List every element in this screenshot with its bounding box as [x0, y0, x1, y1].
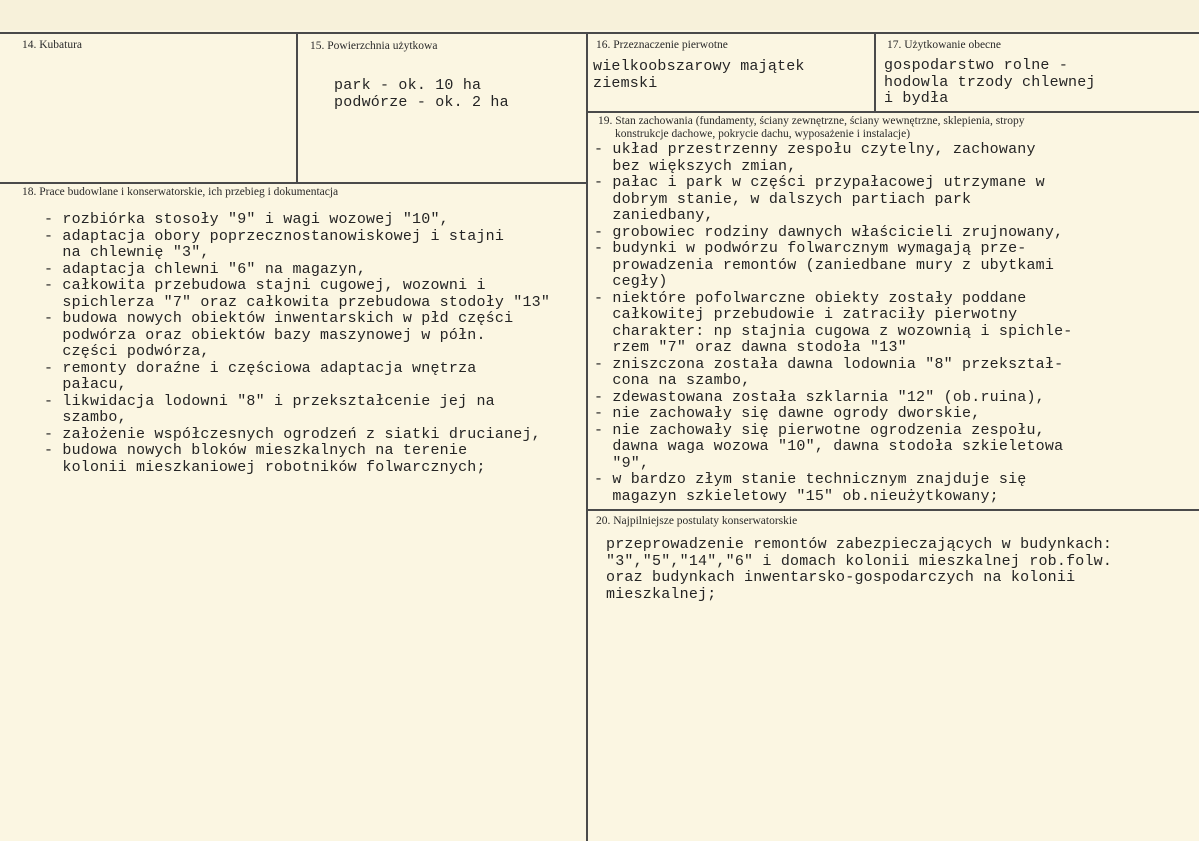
text-line: oraz budynkach inwentarsko-gospodarczych na kolonii — [606, 569, 1076, 586]
field-19-text — [594, 142, 1072, 505]
text-line: ziemski — [593, 74, 658, 92]
field-18-text — [44, 212, 550, 476]
text-line: - budynki w podwórzu folwarcznym wymagają prze- — [594, 240, 1027, 257]
text-line: - rozbiórka stosoły "9" i wagi wozowej "10", — [44, 211, 449, 228]
text-line: magazyn szkieletowy "15" ob.nieużytkowany; — [594, 487, 999, 505]
text-line: - układ przestrzenny zespołu czytelny, zachowany — [594, 141, 1036, 158]
text-line: park - ok. 10 ha — [334, 77, 482, 94]
text-line: bez większych zmian, — [594, 157, 797, 175]
text-line: charakter: np stajnia cugowa z wozownią i spichle- — [594, 322, 1073, 340]
divider-16-17 — [874, 33, 876, 111]
field-16-label: 16. Przeznaczenie pierwotne — [596, 39, 728, 51]
text-line: "9", — [594, 454, 650, 472]
text-line: na chlewnię "3", — [44, 244, 210, 261]
field-20-label: 20. Najpilniejsze postulaty konserwatorskie — [596, 515, 798, 527]
top-rule — [0, 32, 1199, 34]
text-line: - grobowiec rodziny dawnych właścicieli zrujnowany, — [594, 223, 1064, 241]
rule-below-14-15 — [0, 182, 587, 184]
field-15-text — [334, 78, 509, 111]
text-line: kolonii mieszkaniowej robotników folwarcznych; — [44, 458, 486, 476]
text-line: całkowitej przebudowie i zatraciły pierwotny — [594, 306, 1018, 323]
field-17-text — [884, 58, 1096, 108]
text-line: rzem "7" oraz dawna stodoła "13" — [594, 339, 907, 356]
text-line: prowadzenia remontów (zaniedbane mury z ubytkami — [594, 256, 1055, 274]
text-line: "3","5","14","6" i domach kolonii mieszkalnej rob.folw. — [606, 552, 1113, 570]
text-line: - budowa nowych obiektów inwentarskich w płd części — [44, 310, 514, 327]
text-line: - zdewastowana została szklarnia "12" (ob.ruina), — [594, 388, 1045, 406]
text-line: wielkoobszarowy majątek — [593, 58, 805, 75]
text-line: - zniszczona została dawna lodownia "8" przekształ- — [594, 355, 1064, 373]
text-line: przeprowadzenie remontów zabezpieczających w budynkach: — [606, 536, 1113, 553]
text-line: zaniedbany, — [594, 207, 714, 224]
text-line: cona na szambo, — [594, 372, 751, 389]
field-15-label: 15. Powierzchnia użytkowa — [310, 40, 438, 52]
text-line: - likwidacja lodowni "8" i przekształcenie jej na — [44, 392, 495, 410]
field-19-label-line1: 19. Stan zachowania (fundamenty, ściany zewnętrzne, ściany wewnętrzne, sklepienia, stropy — [598, 115, 1025, 127]
text-line: cegły) — [594, 273, 668, 290]
field-19-label — [598, 115, 1025, 141]
text-line: - pałac i park w części przypałacowej utrzymane w — [594, 174, 1045, 191]
text-line: części podwórza, — [44, 343, 210, 360]
text-line: - adaptacja chlewni "6" na magazyn, — [44, 260, 367, 278]
field-18-label: 18. Prace budowlane i konserwatorskie, ich przebieg i dokumentacja — [22, 186, 339, 198]
text-line: - remonty doraźne i częściowa adaptacja wnętrza — [44, 359, 477, 377]
text-line: podwórza oraz obiektów bazy maszynowej w półn. — [44, 326, 486, 344]
text-line: - budowa nowych bloków mieszkalnych na terenie — [44, 442, 468, 459]
text-line: - adaptacja obory poprzecznostanowiskowej i stajni — [44, 227, 505, 245]
text-line: i bydła — [884, 90, 949, 107]
field-17-label: 17. Użytkowanie obecne — [887, 39, 1002, 51]
text-line: pałacu, — [44, 376, 127, 393]
rule-above-20 — [586, 509, 1199, 511]
divider-center — [586, 33, 588, 841]
text-line: - nie zachowały się pierwotne ogrodzenia zespołu, — [594, 421, 1045, 439]
text-line: hodowla trzody chlewnej — [884, 73, 1096, 91]
text-line: dawna waga wozowa "10", dawna stodoła szkieletowa — [594, 438, 1064, 455]
text-line: spichlerza "7" oraz całkowita przebudowa stodoły "13" — [44, 293, 551, 311]
field-14-label: 14. Kubatura — [22, 39, 83, 51]
field-16-text — [593, 59, 805, 92]
text-line: - w bardzo złym stanie technicznym znajduje się — [594, 471, 1027, 488]
text-line: - całkowita przebudowa stajni cugowej, wozowni i — [44, 277, 486, 294]
text-line: - nie zachowały się dawne ogrody dworskie, — [594, 405, 981, 422]
text-line: podwórze - ok. 2 ha — [334, 93, 509, 111]
text-line: dobrym stanie, w dalszych partiach park — [594, 190, 972, 208]
text-line: - niektóre pofolwarczne obiekty zostały poddane — [594, 289, 1027, 307]
rule-below-16-17 — [586, 111, 1199, 113]
text-line: mieszkalnej; — [606, 585, 717, 603]
page-top-edge — [0, 0, 1199, 30]
field-19-label-line2: konstrukcje dachowe, pokrycie dachu, wyposażenie i instalacje) — [615, 128, 911, 140]
divider-14-15 — [296, 33, 298, 183]
text-line: szambo, — [44, 409, 127, 426]
text-line: - założenie współczesnych ogrodzeń z siatki drucianej, — [44, 425, 541, 443]
text-line: gospodarstwo rolne - — [884, 57, 1069, 74]
field-20-text — [606, 537, 1112, 603]
